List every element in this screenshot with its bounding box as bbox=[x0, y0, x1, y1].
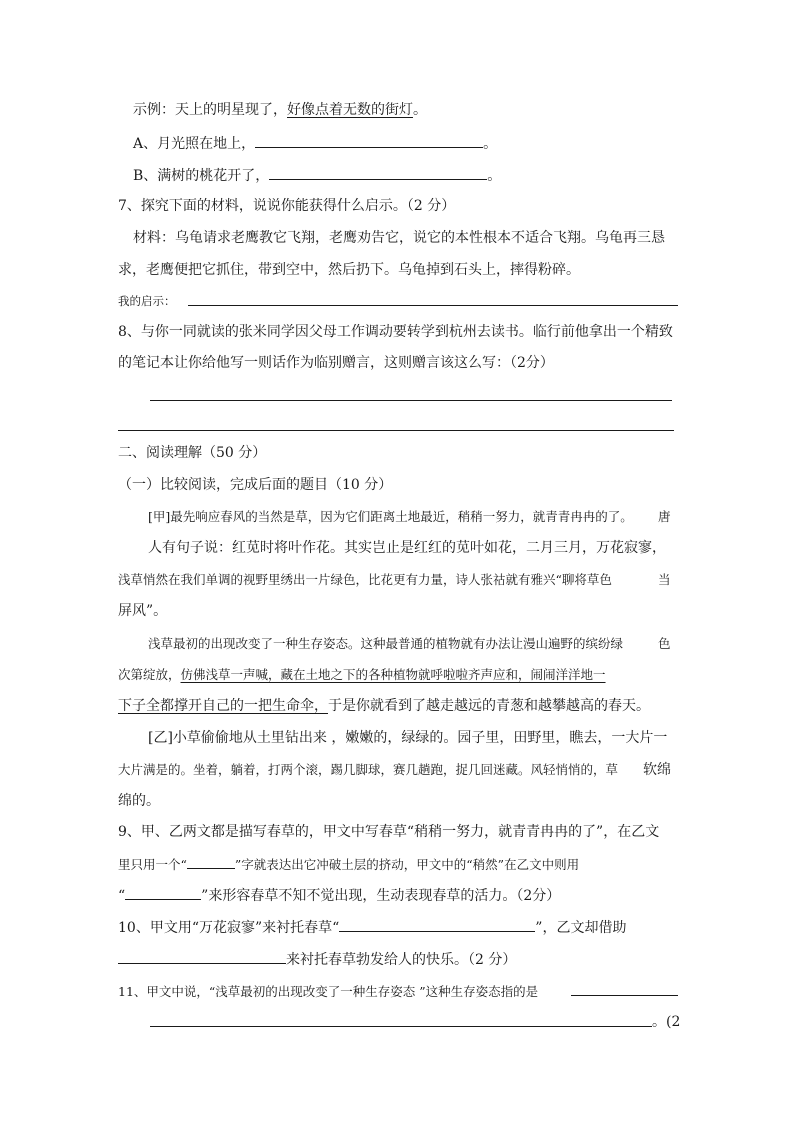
q11-line2-end: 。(2 bbox=[652, 1014, 681, 1030]
q11-line1: 11、甲文中说，“浅草最初的出现改变了一种生存姿态 ”这种生存姿态指的是 bbox=[118, 984, 539, 999]
q10-blank-2[interactable] bbox=[118, 949, 286, 964]
q6-option-b-label: B、满树的桃花开了， bbox=[133, 168, 270, 184]
q8-line2: 的笔记本让你给他写一则话作为临别赠言，这则赠言该这么写：（2分） bbox=[118, 355, 554, 371]
passage-jia-line4: 屏风”。 bbox=[118, 603, 168, 619]
q6-option-b bbox=[133, 165, 501, 186]
q7-material-line1: 材料：乌龟请求老鹰教它飞翔，老鹰劝告它，说它的本性根本不适合飞翔。乌龟再三恳 bbox=[133, 230, 665, 246]
q9-line3-suffix: ”来形容春草不知不觉出现，生动表现春草的活力。（2分） bbox=[201, 888, 561, 904]
q6-option-a-label: A、月光照在地上， bbox=[133, 136, 256, 152]
passage-jia-line5-end: 色 bbox=[658, 636, 671, 651]
q10-line1 bbox=[118, 917, 626, 938]
q9-blank-1[interactable] bbox=[187, 854, 235, 869]
passage-yi-line2: 大片满是的。坐着，躺着，打两个滚，踢几脚球，赛几趟跑，捉几回迷藏。风轻悄悄的，草 bbox=[118, 762, 619, 777]
example-prefix: 示例：天上的明星现了， bbox=[133, 102, 287, 118]
q9-line3 bbox=[118, 885, 560, 906]
q11-answer-line-2[interactable] bbox=[150, 1026, 652, 1027]
q9-line1: 9、甲、乙两文都是描写春草的，甲文中写春草“稍稍一努力，就青青冉冉的了”，在乙文 bbox=[118, 824, 660, 840]
q11-answer-line-1[interactable] bbox=[571, 995, 678, 996]
q6-option-b-end: 。 bbox=[487, 168, 502, 184]
passage-jia-line7-rest: 于是你就看到了越走越远的青葱和越攀越高的春天。 bbox=[328, 698, 650, 714]
q8-line1: 8、与你一同就读的张米同学因父母工作调动要转学到杭州去读书。临行前他拿出一个精致 bbox=[118, 324, 673, 340]
q9-line2-prefix: 里只用一个“ bbox=[118, 857, 187, 872]
q6-option-b-blank[interactable] bbox=[269, 165, 487, 180]
passage-jia-line3-end: 当 bbox=[658, 572, 671, 587]
example-underlined: 好像点着无数的街灯 bbox=[287, 102, 413, 118]
q9-line3-prefix: “ bbox=[118, 888, 126, 904]
q7-material-line2: 求，老鹰便把它抓住，带到空中，然后扔下。乌龟掉到石头上，摔得粉碎。 bbox=[118, 262, 580, 278]
passage-yi-line3: 绵的。 bbox=[118, 793, 160, 809]
passage-jia-line7-underlined: 下子全都撑开自己的一把生命伞， bbox=[118, 698, 328, 714]
passage-jia-line3: 浅草悄然在我们单调的视野里绣出一片绿色，比花更有力量，诗人张祜就有雅兴“聊将草色 bbox=[118, 572, 612, 587]
q8-answer-line-2[interactable] bbox=[118, 430, 674, 431]
passage-jia-line1: [甲]最先响应春风的当然是草，因为它们距离土地最近，稍稍一努力，就青青冉冉的了。 bbox=[148, 509, 633, 524]
q10-line2 bbox=[118, 949, 516, 970]
q6-option-a-blank[interactable] bbox=[255, 133, 483, 148]
passage-jia-line7 bbox=[118, 696, 650, 716]
passage-jia-line6-underlined: 仿佛浅草一声喊，藏在土地之下的各种植物就呼啦啦齐声应和，闹闹洋洋地一 bbox=[180, 667, 606, 682]
passage-jia-line1-end: 唐 bbox=[658, 509, 671, 524]
q10-line1-prefix: 10、甲文用“万花寂寥”来衬托春草“ bbox=[118, 920, 340, 936]
q10-blank-1[interactable] bbox=[339, 917, 535, 932]
passage-yi-line2-end: 软绵 bbox=[643, 762, 671, 778]
example-end: 。 bbox=[413, 102, 427, 118]
example-line bbox=[133, 100, 427, 120]
passage-jia-line2: 人有句子说：红苋时将叶作花。其实岂止是红红的苋叶如花，二月三月，万花寂寥， bbox=[148, 540, 666, 556]
q6-option-a-end: 。 bbox=[483, 136, 498, 152]
q7-answer-line[interactable] bbox=[188, 305, 678, 306]
passage-jia-line6-prefix: 次第绽放， bbox=[118, 667, 181, 682]
passage-yi-line1: [乙]小草偷偷地从土里钻出来 ，嫩嫩的，绿绿的。园子里，田野里，瞧去，一大片一 bbox=[148, 730, 668, 746]
q8-answer-line-1[interactable] bbox=[150, 400, 672, 401]
q9-line2-suffix: ”字就表达出它冲破土层的挤动，甲文中的“稍然”在乙文中则用 bbox=[234, 857, 580, 872]
section2-part1-title: （一）比较阅读，完成后面的题目（10 分） bbox=[118, 477, 393, 493]
q7-answer-label: 我的启示： bbox=[118, 294, 176, 308]
q10-line2-suffix: 来衬托春草勃发给人的快乐。（2 分） bbox=[286, 952, 517, 968]
q10-line1-suffix: ”，乙文却借助 bbox=[535, 920, 627, 936]
q9-line2 bbox=[118, 854, 579, 875]
q7-title: 7、探究下面的材料，说说你能获得什么启示。（2 分） bbox=[118, 198, 456, 214]
passage-jia-line5: 浅草最初的出现改变了一种生存姿态。这种最普通的植物就有办法让漫山遍野的缤纷绿 bbox=[148, 636, 624, 651]
passage-jia-line6 bbox=[118, 665, 606, 685]
section2-title: 二、阅读理解（50 分） bbox=[118, 445, 267, 461]
q9-blank-2[interactable] bbox=[125, 885, 201, 900]
q6-option-a bbox=[133, 133, 497, 154]
